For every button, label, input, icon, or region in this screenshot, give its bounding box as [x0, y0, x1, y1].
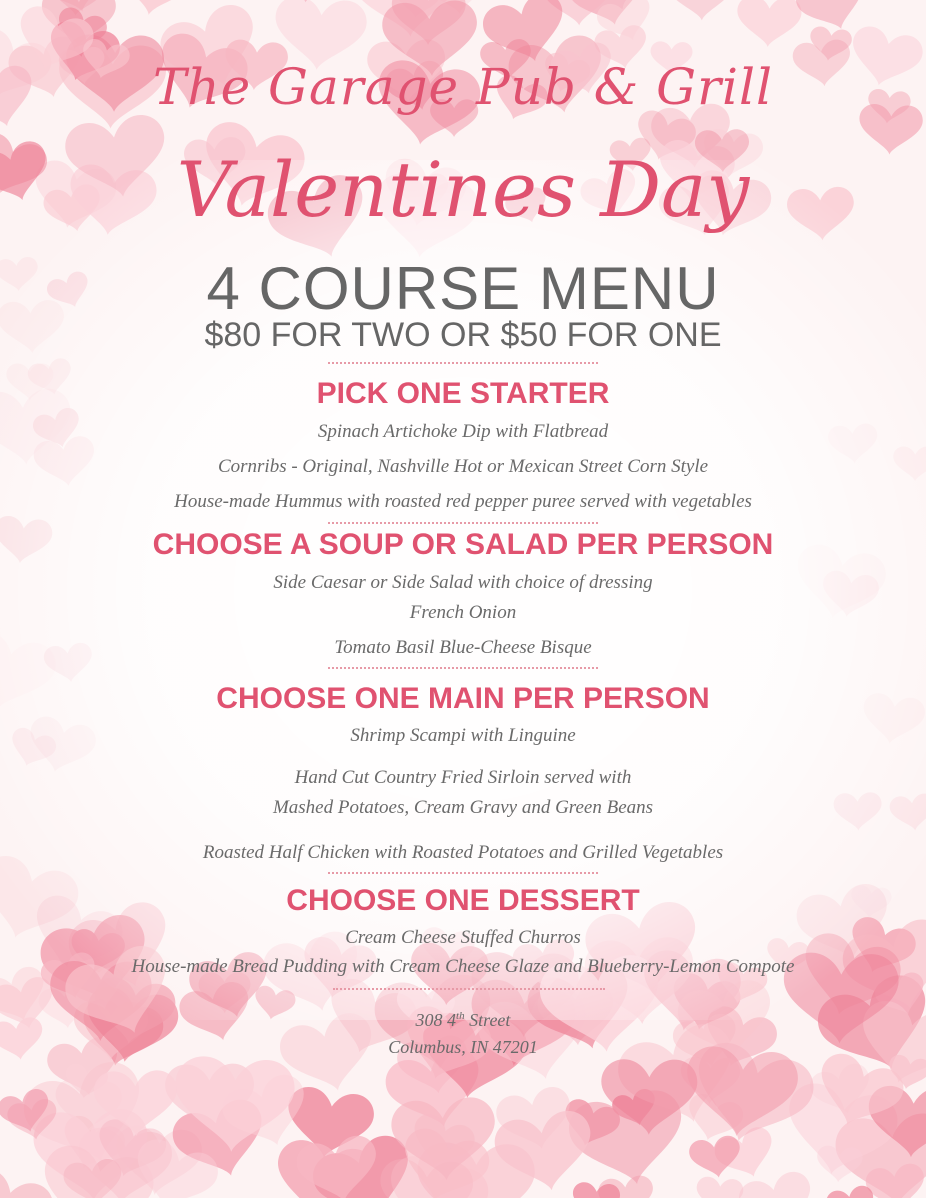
menu-item: French Onion [409, 602, 517, 623]
divider [328, 667, 598, 669]
menu-item: House-made Bread Pudding with Cream Cheese Glaze and Blueberry-Lemon Compote [131, 956, 795, 977]
menu-item: Tomato Basil Blue-Cheese Bisque [334, 637, 592, 658]
event-title: Valentines Day [176, 145, 750, 234]
menu-item: Hand Cut Country Fried Sirloin served with [294, 767, 632, 788]
section-heading-soup-salad: CHOOSE A SOUP OR SALAD PER PERSON [152, 528, 774, 561]
menu-item: Spinach Artichoke Dip with Flatbread [317, 421, 609, 442]
divider [333, 988, 605, 990]
menu-title: 4 COURSE MENU [206, 255, 720, 322]
divider [328, 872, 598, 874]
menu-item: Side Caesar or Side Salad with choice of dressing [273, 572, 653, 593]
street-number: 308 4 [415, 1010, 457, 1030]
divider [328, 362, 598, 364]
price-line: $80 FOR TWO OR $50 FOR ONE [204, 316, 722, 354]
menu-item: Cornribs - Original, Nashville Hot or Mexican Street Corn Style [217, 456, 709, 477]
street-name: Street [469, 1010, 511, 1030]
menu-item: Shrimp Scampi with Linguine [350, 725, 576, 746]
section-heading-main: CHOOSE ONE MAIN PER PERSON [216, 682, 710, 715]
restaurant-name: The Garage Pub & Grill [153, 58, 773, 116]
address-city: Columbus, IN 47201 [388, 1037, 538, 1057]
menu-item: House-made Hummus with roasted red pepper puree served with vegetables [174, 491, 752, 512]
menu-item: Mashed Potatoes, Cream Gravy and Green Beans [272, 797, 654, 818]
divider [328, 522, 598, 524]
address-street [0, 1010, 926, 1031]
section-heading-dessert: CHOOSE ONE DESSERT [286, 884, 640, 917]
menu-item: Cream Cheese Stuffed Churros [345, 927, 581, 948]
section-heading-starter: PICK ONE STARTER [316, 377, 610, 410]
street-suffix: th [456, 1010, 465, 1022]
menu-item: Roasted Half Chicken with Roasted Potatoes and Grilled Vegetables [202, 842, 724, 863]
